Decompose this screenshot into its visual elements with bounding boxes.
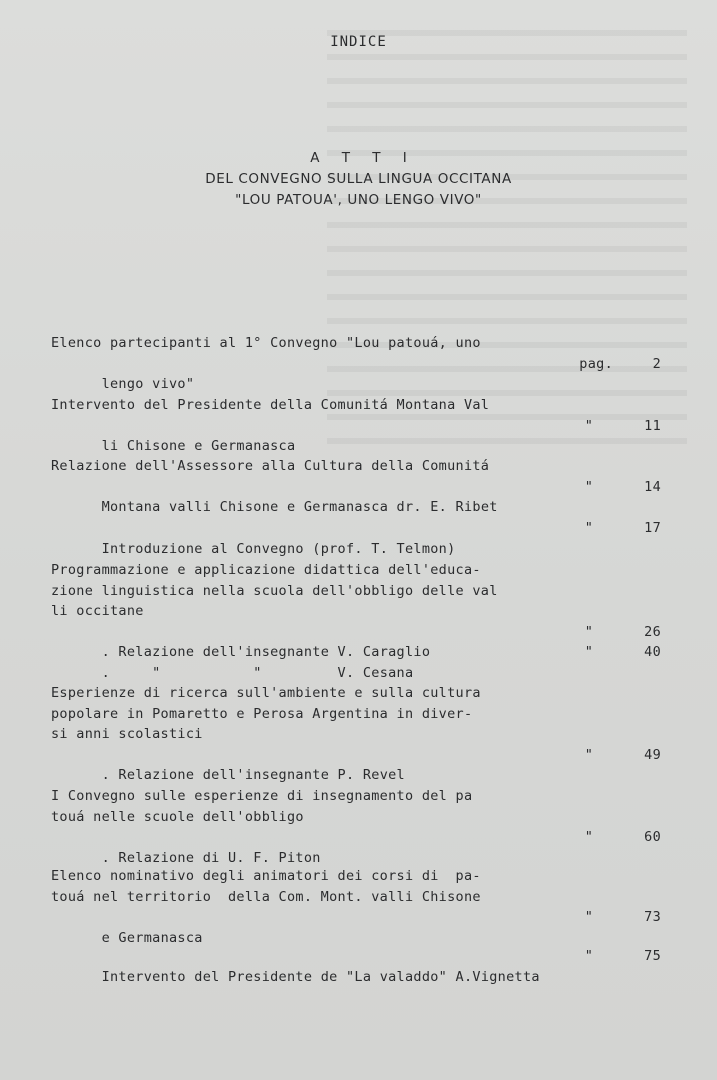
toc-subentry-text: . Relazione dell'insegnante V. Caraglio bbox=[101, 644, 431, 660]
toc-entry-text: I Convegno sulle esperienze di insegnamento del pa bbox=[51, 788, 473, 804]
toc-entry bbox=[51, 456, 661, 515]
toc-entry-text: Esperienze di ricerca sull'ambiente e sulla cultura bbox=[51, 685, 481, 701]
ditto-mark: " bbox=[584, 829, 594, 845]
ditto-mark: " bbox=[584, 478, 594, 495]
toc-entry-text: Elenco partecipanti al 1° Convegno "Lou patouá, uno bbox=[51, 335, 481, 351]
toc-entry bbox=[51, 395, 661, 454]
page-number: 60 bbox=[644, 829, 661, 845]
page-number: 73 bbox=[644, 909, 661, 925]
toc-entry-text: Intervento del Presidente de "La valaddo" A.Vignetta bbox=[101, 968, 540, 985]
document-title bbox=[0, 148, 717, 211]
toc-entry-text: li occitane bbox=[51, 603, 144, 619]
ditto-mark: " bbox=[584, 520, 594, 536]
page-heading: INDICE bbox=[330, 34, 387, 50]
toc-entry-text: popolare in Pomaretto e Perosa Argentina in diver- bbox=[51, 705, 473, 722]
title-line-atti: A T T I bbox=[310, 150, 416, 166]
page-number: 49 bbox=[644, 746, 661, 763]
toc-subentry-text: . Relazione dell'insegnante P. Revel bbox=[101, 767, 405, 783]
toc-subentry-text: . " " V. Cesana bbox=[101, 664, 414, 681]
page-number: 11 bbox=[644, 417, 661, 434]
toc-entry-text: Introduzione al Convegno (prof. T. Telmon) bbox=[101, 540, 456, 557]
toc-entry-text: si anni scolastici bbox=[51, 726, 203, 742]
page-number: 26 bbox=[644, 623, 661, 640]
ditto-mark: " bbox=[584, 948, 594, 964]
page-abbrev: pag. bbox=[579, 355, 613, 372]
ditto-mark: " bbox=[584, 417, 594, 434]
toc-entry bbox=[51, 333, 661, 392]
toc-entry bbox=[51, 683, 661, 783]
toc-entry-text: lengo vivo" bbox=[101, 376, 195, 392]
toc-entry bbox=[51, 518, 661, 557]
ditto-mark: " bbox=[584, 909, 594, 925]
page-number: 14 bbox=[644, 478, 661, 495]
page-number: 17 bbox=[644, 520, 661, 536]
toc-entry-text: Intervento del Presidente della Comunitá Montana Val bbox=[51, 397, 490, 413]
ditto-mark: " bbox=[584, 644, 594, 660]
toc-entry bbox=[51, 866, 661, 946]
toc-entry bbox=[51, 946, 661, 985]
toc-entry-text: touá nelle scuole dell'obbligo bbox=[51, 808, 304, 825]
toc-entry-text: e Germanasca bbox=[101, 929, 203, 946]
ditto-mark: " bbox=[584, 623, 594, 640]
toc-entry-text: Programmazione e applicazione didattica dell'educa- bbox=[51, 562, 481, 578]
title-line-convegno: DEL CONVEGNO SULLA LINGUA OCCITANA bbox=[205, 171, 512, 187]
toc-entry-text: Elenco nominativo degli animatori dei corsi di pa- bbox=[51, 868, 481, 884]
toc-entry bbox=[51, 786, 661, 866]
toc-entry-text: li Chisone e Germanasca bbox=[101, 438, 296, 454]
title-line-patoua: "LOU PATOUA', UNO LENGO VIVO" bbox=[235, 192, 482, 208]
toc-entry-text: Montana valli Chisone e Germanasca dr. E. Ribet bbox=[101, 499, 498, 515]
toc-entry bbox=[51, 560, 661, 681]
page-number: 40 bbox=[644, 644, 661, 660]
page-number: 75 bbox=[644, 948, 661, 964]
ditto-mark: " bbox=[584, 746, 594, 763]
toc-entry-text: zione linguistica nella scuola dell'obbligo delle val bbox=[51, 582, 498, 599]
page-number: 2 bbox=[652, 355, 661, 372]
toc-entry-text: touá nel territorio della Com. Mont. valli Chisone bbox=[51, 888, 481, 905]
toc-entry-text: Relazione dell'Assessore alla Cultura della Comunitá bbox=[51, 458, 490, 474]
toc-subentry-text: . Relazione di U. F. Piton bbox=[101, 849, 321, 866]
